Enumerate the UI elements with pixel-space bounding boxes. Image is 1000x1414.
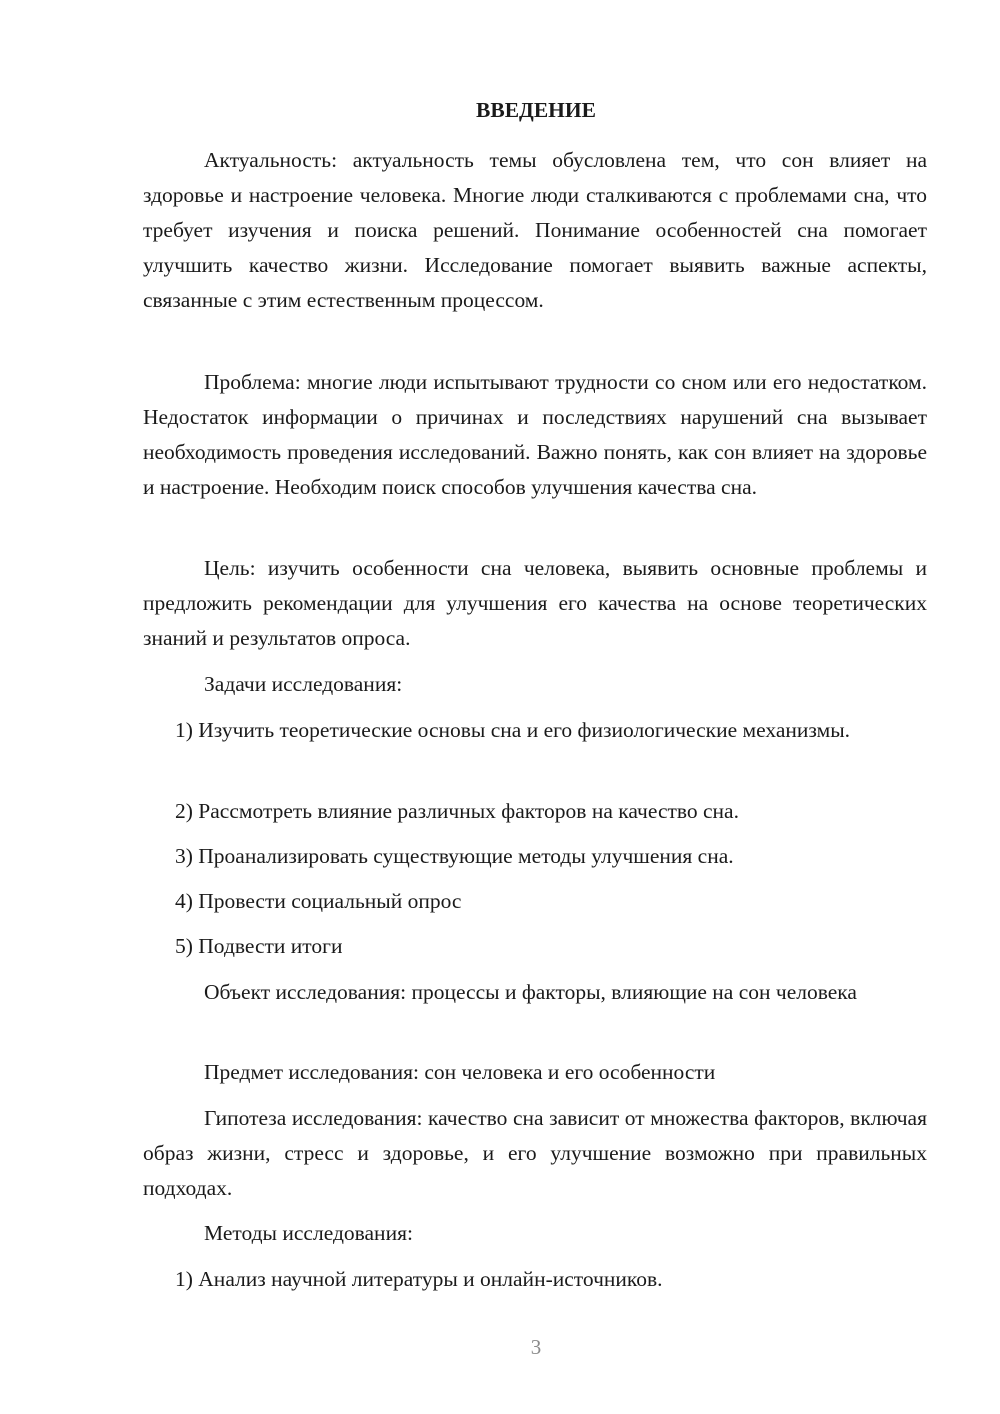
- methods-heading: Методы исследования:: [204, 1221, 413, 1245]
- page-number: 3: [530, 1335, 542, 1359]
- goal-paragraph: Цель: изучить особенности сна человека, выявить основные проблемы и предложить рекомендации для улучшения его качества на основе теоретических знаний и результатов опроса.: [143, 556, 927, 650]
- task-item-1: 1) Изучить теоретические основы сна и его физиологические механизмы.: [175, 718, 851, 742]
- relevance-paragraph: Актуальность: актуальность темы обусловлена тем, что сон влияет на здоровье и настроение человека. Многие люди сталкиваются с проблемами сна, что требует изучения и поиска решений. Понимание особенностей сна помогает улучшить качество жизни. Исследование помогает выявить важные аспекты, связанные с этим естественным процессом.: [143, 148, 927, 312]
- object-paragraph: Объект исследования: процессы и факторы, влияющие на сон человека: [204, 980, 857, 1004]
- task-item-3: 3) Проанализировать существующие методы улучшения сна.: [175, 844, 734, 868]
- method-item-1: 1) Анализ научной литературы и онлайн-источников.: [175, 1267, 663, 1291]
- problem-paragraph: Проблема: многие люди испытывают трудности со сном или его недостатком. Недостаток информации о причинах и последствиях нарушений сна вызывает необходимость проведения исследований. Важно понять, как сон влияет на здоровье и настроение. Необходим поиск способов улучшения качества сна.: [143, 370, 927, 499]
- subject-paragraph: Предмет исследования: сон человека и его особенности: [204, 1060, 716, 1084]
- task-item-5: 5) Подвести итоги: [175, 934, 343, 958]
- tasks-heading: Задачи исследования:: [204, 672, 403, 696]
- task-item-4: 4) Провести социальный опрос: [175, 889, 462, 913]
- hypothesis-paragraph: Гипотеза исследования: качество сна зависит от множества факторов, включая образ жизни, стресс и здоровье, и его улучшение возможно при правильных подходах.: [143, 1106, 927, 1200]
- task-item-2: 2) Рассмотреть влияние различных факторов на качество сна.: [175, 799, 739, 823]
- section-title: ВВЕДЕНИЕ: [476, 98, 596, 122]
